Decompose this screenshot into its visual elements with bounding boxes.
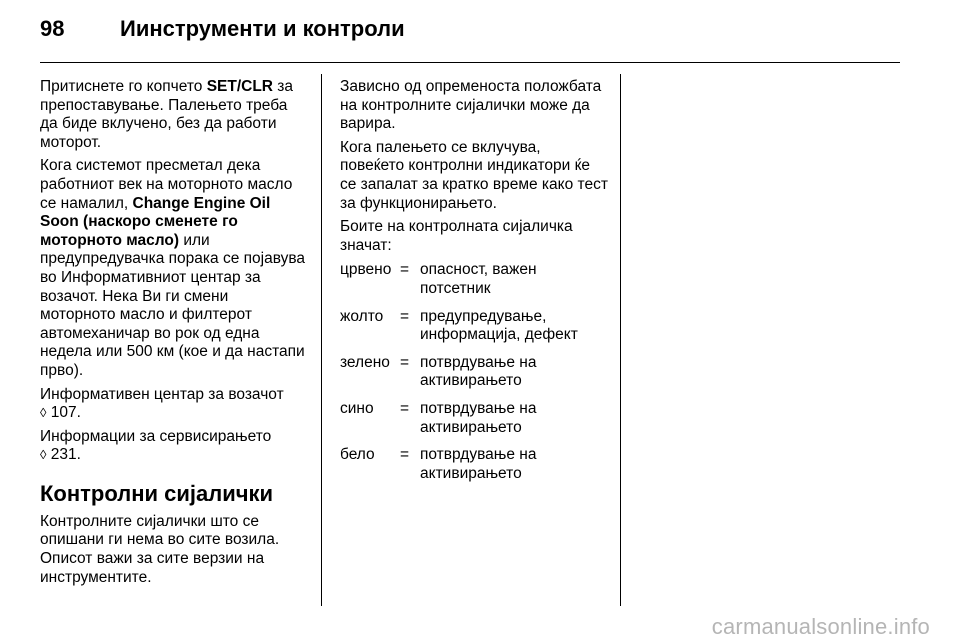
color-legend <box>340 261 608 483</box>
page-number: 98 <box>40 16 65 41</box>
oil-message-label: Change Engine Oil Soon (наскоро сменете го моторното масло) <box>40 194 271 249</box>
column-left <box>40 78 308 592</box>
paragraph-oil-warning: Кога системот пресметал дека работниот век на моторното масло се намалил, Change Engine Oil Soon (наскоро сменете го моторното масло) или предупредувачка порака се појавува во Информативниот центар за возачот. Нека Ви ги смени моторното масло и филтерот автомеханичар во рок од една недела или 500 км (кое и да настапи прво). <box>40 157 306 379</box>
page-reference-icon: ◊ <box>40 405 47 421</box>
reference-service-info[interactable]: Информации за сервисирањето ◊ 231. <box>40 427 272 464</box>
legend-row: бело = потврдување на активирањето <box>340 446 537 482</box>
paragraph-lamps-intro: Контролните сијалички што се опишани ги нема во сите возила. Описот важи за сите верзии на инструментите. <box>40 512 280 586</box>
column-middle <box>340 78 608 492</box>
reference-driver-info[interactable]: Информативен центар за возачот ◊ 107. <box>40 385 284 422</box>
paragraph-reset: Притиснете го копчето SET/CLR за препоставување. Палењето треба да биде вклучено, без да работи моторот. <box>40 78 294 151</box>
section-heading: Контролни сијалички <box>40 480 274 506</box>
watermark: carmanualsonline.info <box>711 614 930 639</box>
page-title: Иинструменти и контроли <box>120 16 405 41</box>
column-divider-right <box>620 74 621 606</box>
page-reference-icon: ◊ <box>40 447 47 463</box>
paragraph-test: Кога палењето се вклучува, повеќето контролни индикатори ќе се запалат за кратко време како тест за функционирањето. <box>340 138 608 212</box>
header-divider <box>40 62 900 63</box>
paragraph-colors: Боите на контролната сијаличка значат: <box>340 218 573 254</box>
legend-row: жолто = предупредување, информација, дефект <box>340 307 578 344</box>
set-clr-label: SET/CLR <box>206 78 273 95</box>
legend-row: сино = потврдување на активирањето <box>340 399 537 436</box>
paragraph-position: Зависно од опременоста положбата на контролните сијалички може да варира. <box>340 78 602 133</box>
legend-row: црвено = опасност, важен потсетник <box>340 261 537 297</box>
page-header <box>40 16 405 50</box>
column-divider-left <box>321 74 322 606</box>
legend-row: зелено = потврдување на активирањето <box>340 353 537 390</box>
